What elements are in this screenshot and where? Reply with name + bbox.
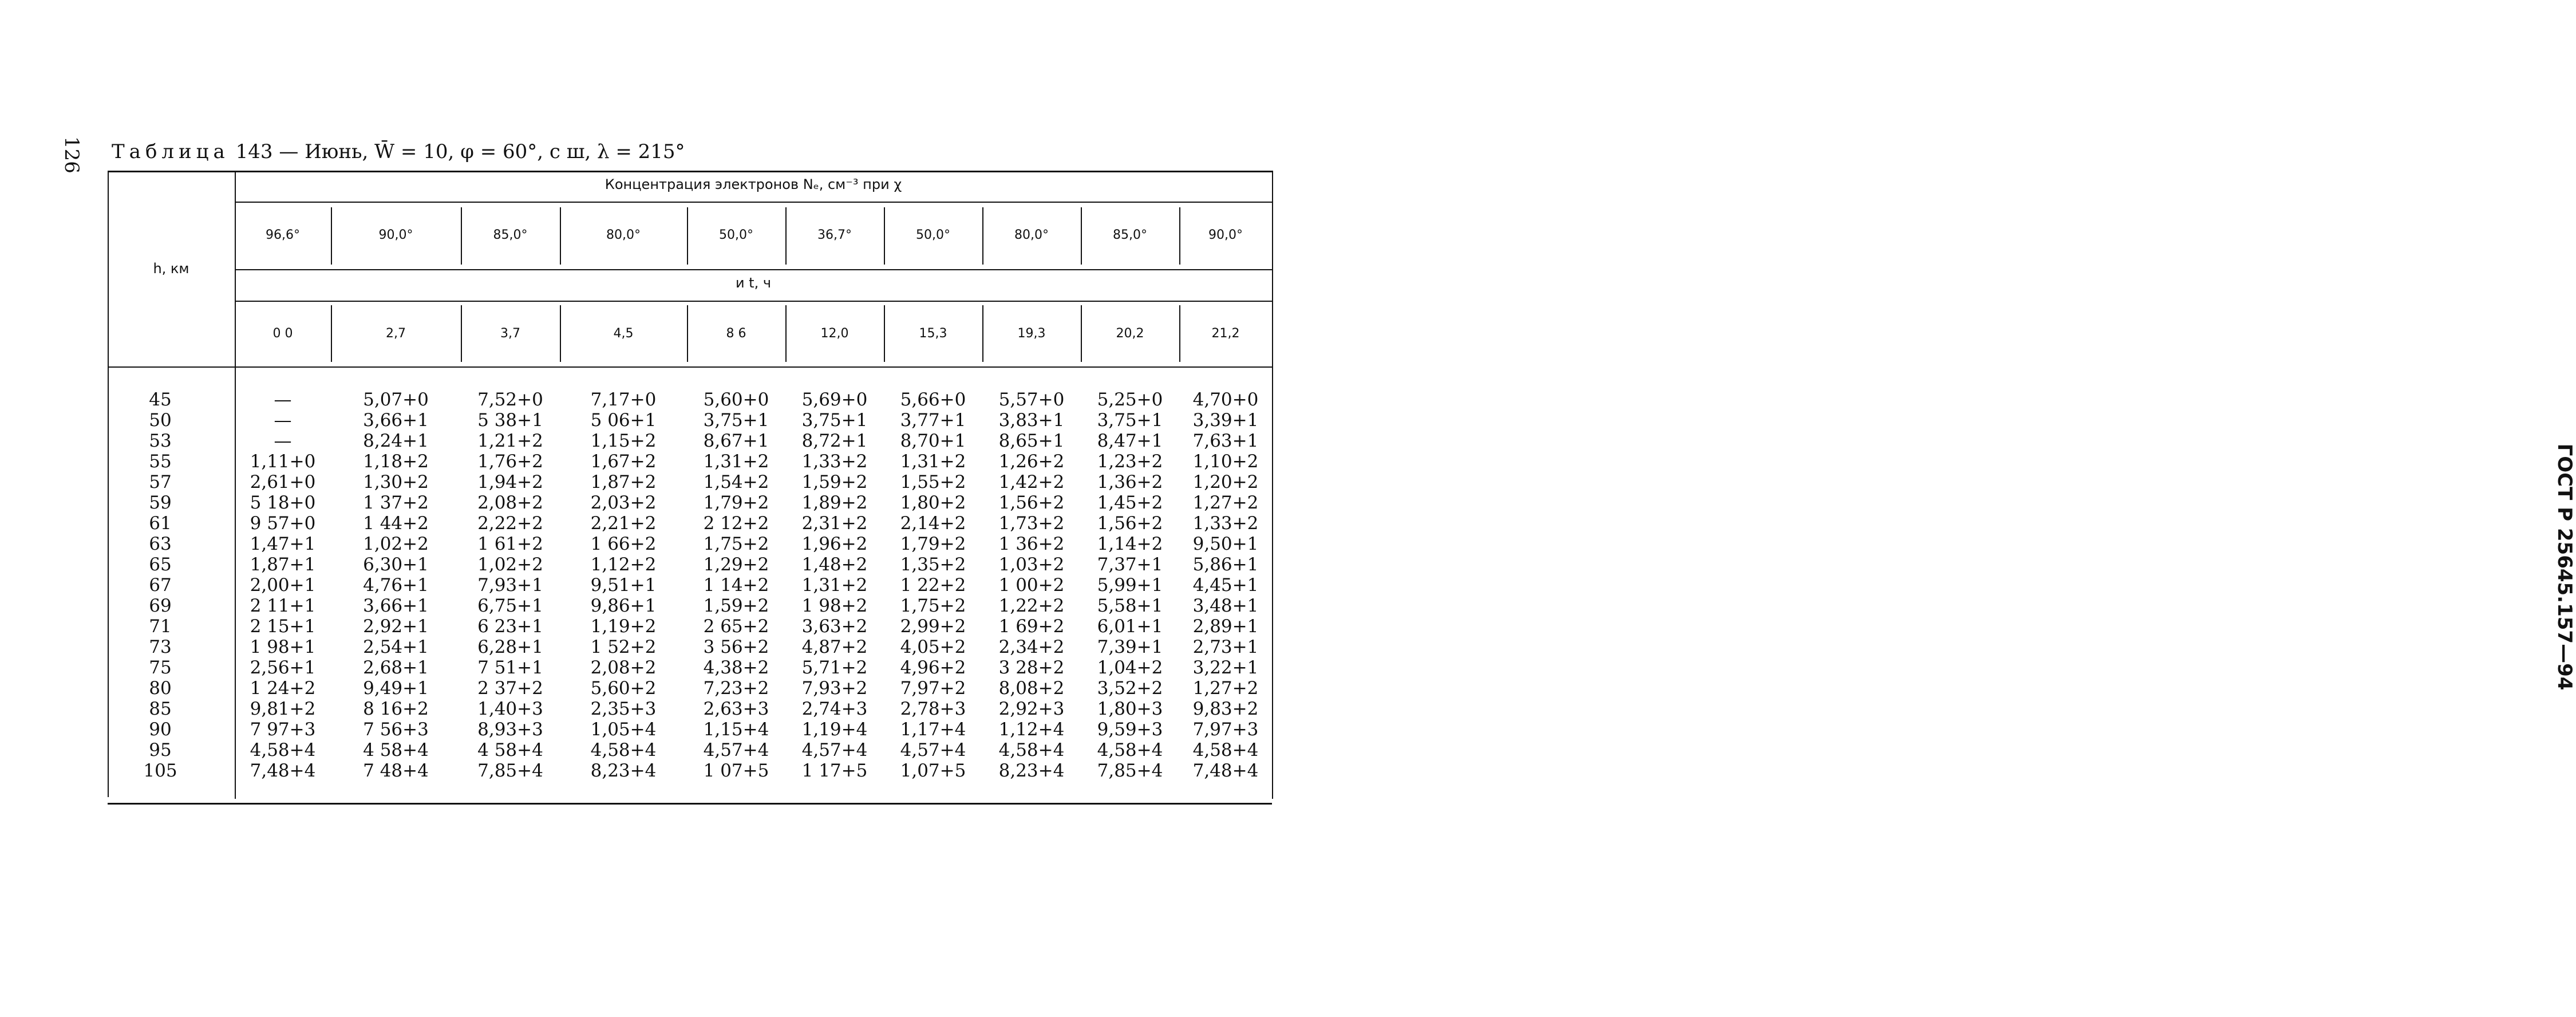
chi-column-divider	[331, 207, 332, 265]
concentration-value: 1 07+5	[703, 760, 769, 781]
chi-column-divider	[687, 207, 688, 265]
concentration-value: 1 44+2	[363, 513, 429, 534]
time-column-divider	[461, 305, 462, 362]
concentration-value: 5,99+1	[1097, 575, 1163, 596]
concentration-value: 3,77+1	[900, 410, 966, 431]
concentration-value: 3,63+2	[801, 616, 868, 637]
concentration-value: 1,47+1	[250, 534, 316, 554]
chi-value: 90,0°	[378, 228, 413, 242]
concentration-value: 3,83+1	[998, 410, 1065, 431]
concentration-value: 8,72+1	[801, 431, 868, 451]
concentration-value: 1,14+2	[1097, 534, 1163, 554]
concentration-value: 4 58+4	[477, 740, 543, 760]
concentration-value: 4,58+4	[590, 740, 657, 760]
time-column-divider	[982, 305, 983, 362]
concentration-value: 5,66+0	[900, 389, 966, 410]
concentration-value: 1,48+2	[801, 554, 868, 575]
concentration-value: 1,19+2	[590, 616, 657, 637]
concentration-value: 1,73+2	[998, 513, 1065, 534]
concentration-value: 4,57+4	[900, 740, 966, 760]
concentration-value: 1 36+2	[998, 534, 1065, 554]
concentration-value: 3,66+1	[363, 596, 429, 616]
concentration-value: 2,99+2	[900, 616, 966, 637]
concentration-value: 7,97+3	[1192, 719, 1259, 740]
concentration-value: 4,58+4	[250, 740, 316, 760]
concentration-value: 1,79+2	[703, 492, 769, 513]
concentration-value: 5,60+0	[703, 389, 769, 410]
concentration-value: 1 24+2	[250, 678, 316, 699]
concentration-value: 7,17+0	[590, 389, 657, 410]
height-value: 53	[149, 431, 172, 451]
time-value: 19,3	[1017, 326, 1046, 341]
concentration-value: 4,45+1	[1192, 575, 1259, 596]
concentration-value: 1 69+2	[998, 616, 1065, 637]
concentration-value: 1,67+2	[590, 451, 657, 472]
concentration-value: 1 37+2	[363, 492, 429, 513]
time-column-divider	[687, 305, 688, 362]
concentration-value: 6,28+1	[477, 637, 543, 657]
concentration-value: 1,42+2	[998, 472, 1065, 492]
concentration-value: 6 23+1	[477, 616, 543, 637]
concentration-value: 1 17+5	[801, 760, 868, 781]
concentration-value: 1,80+3	[1097, 699, 1163, 719]
concentration-value: 2,03+2	[590, 492, 657, 513]
concentration-value: 1 61+2	[477, 534, 543, 554]
table-title	[112, 140, 685, 163]
concentration-value: 2,35+3	[590, 699, 657, 719]
concentration-value: 3,75+1	[801, 410, 868, 431]
concentration-value: 1,33+2	[801, 451, 868, 472]
concentration-value: 1 52+2	[590, 637, 657, 657]
concentration-value: 5,69+0	[801, 389, 868, 410]
concentration-value: 8 16+2	[363, 699, 429, 719]
height-value: 45	[149, 389, 172, 410]
concentration-value: 2,08+2	[590, 657, 657, 678]
time-header: и t, ч	[735, 275, 772, 291]
chi-value: 85,0°	[493, 228, 528, 242]
height-value: 57	[149, 472, 172, 492]
concentration-value: 1,21+2	[477, 431, 543, 451]
chi-value: 96,6°	[266, 228, 300, 242]
concentration-value: 1,03+2	[998, 554, 1065, 575]
height-value: 71	[149, 616, 172, 637]
time-column-divider	[1179, 305, 1180, 362]
concentration-value: 4,96+2	[900, 657, 966, 678]
concentration-value: 9 57+0	[250, 513, 316, 534]
concentration-value: 1,33+2	[1192, 513, 1259, 534]
concentration-value: 8,70+1	[900, 431, 966, 451]
concentration-value: 1,02+2	[477, 554, 543, 575]
concentration-value: 1,11+0	[250, 451, 316, 472]
concentration-value: 2,68+1	[363, 657, 429, 678]
concentration-value: 2,22+2	[477, 513, 543, 534]
concentration-value: 1,55+2	[900, 472, 966, 492]
concentration-value: 7,63+1	[1192, 431, 1259, 451]
height-value: 67	[149, 575, 172, 596]
concentration-value: 1,59+2	[703, 596, 769, 616]
concentration-value: 8,23+4	[590, 760, 657, 781]
concentration-value: 8,67+1	[703, 431, 769, 451]
concentration-value: 9,59+3	[1097, 719, 1163, 740]
concentration-value: 3,39+1	[1192, 410, 1259, 431]
chi-column-divider	[982, 207, 983, 265]
concentration-value: 8,65+1	[998, 431, 1065, 451]
time-value: 12,0	[820, 326, 849, 341]
time-column-divider	[560, 305, 561, 362]
concentration-value: 1,12+2	[590, 554, 657, 575]
concentration-value: 4,05+2	[900, 637, 966, 657]
height-value: 69	[149, 596, 172, 616]
concentration-value: 1,89+2	[801, 492, 868, 513]
concentration-value: 4,87+2	[801, 637, 868, 657]
concentration-value: 2,92+3	[998, 699, 1065, 719]
concentration-value: 5,86+1	[1192, 554, 1259, 575]
concentration-value: 1,15+4	[703, 719, 769, 740]
concentration-value: 4,57+4	[703, 740, 769, 760]
concentration-value: 1,35+2	[900, 554, 966, 575]
concentration-value: 2,21+2	[590, 513, 657, 534]
concentration-value: 1 22+2	[900, 575, 966, 596]
concentration-value: 5,71+2	[801, 657, 868, 678]
chi-column-divider	[884, 207, 885, 265]
table-title-text: 143 — Июнь, W̄ = 10, φ = 60°, с ш, λ = 215°	[235, 140, 685, 163]
time-column-divider	[1081, 305, 1082, 362]
concentration-value: 1,31+2	[801, 575, 868, 596]
concentration-value: 1,15+2	[590, 431, 657, 451]
chi-value: 50,0°	[916, 228, 950, 242]
concentration-value: 4,70+0	[1192, 389, 1259, 410]
concentration-value: 1,40+3	[477, 699, 543, 719]
concentration-value: 1,27+2	[1192, 492, 1259, 513]
concentration-value: 2,08+2	[477, 492, 543, 513]
concentration-value: 4,58+4	[1192, 740, 1259, 760]
concentration-value: 4 58+4	[363, 740, 429, 760]
height-value: 105	[143, 760, 177, 781]
concentration-value: 1,27+2	[1192, 678, 1259, 699]
concentration-value: 1,05+4	[590, 719, 657, 740]
concentration-value: 1,04+2	[1097, 657, 1163, 678]
concentration-value: 2,73+1	[1192, 637, 1259, 657]
concentration-value: 4,58+4	[998, 740, 1065, 760]
concentration-value: 4,38+2	[703, 657, 769, 678]
time-column-divider	[331, 305, 332, 362]
concentration-value: 9,86+1	[590, 596, 657, 616]
concentration-value: 8,24+1	[363, 431, 429, 451]
concentration-value: 5,07+0	[363, 389, 429, 410]
concentration-value: 1 00+2	[998, 575, 1065, 596]
concentration-value: 1,87+1	[250, 554, 316, 575]
concentration-value: 1 98+2	[801, 596, 868, 616]
concentration-value: 3,66+1	[363, 410, 429, 431]
chi-value: 90,0°	[1208, 228, 1243, 242]
concentration-value: 1,31+2	[703, 451, 769, 472]
concentration-value: 3 56+2	[703, 637, 769, 657]
height-value: 59	[149, 492, 172, 513]
concentration-value: 3 28+2	[998, 657, 1065, 678]
concentration-value: 1,19+4	[801, 719, 868, 740]
time-value: 4,5	[613, 326, 634, 341]
concentration-value: 7,23+2	[703, 678, 769, 699]
table-right-rule	[1272, 171, 1273, 799]
concentration-value: 1,87+2	[590, 472, 657, 492]
chi-column-divider	[461, 207, 462, 265]
concentration-value: 7 56+3	[363, 719, 429, 740]
concentration-value: 7,39+1	[1097, 637, 1163, 657]
height-value: 75	[149, 657, 172, 678]
concentration-value: 2,61+0	[250, 472, 316, 492]
concentration-value: 8,08+2	[998, 678, 1065, 699]
height-value: 63	[149, 534, 172, 554]
height-value: 55	[149, 451, 172, 472]
concentration-header: Концентрация электронов Nₑ, см⁻³ при χ	[605, 176, 902, 192]
chi-column-divider	[1081, 207, 1082, 265]
concentration-value: 2,89+1	[1192, 616, 1259, 637]
concentration-value: 6,75+1	[477, 596, 543, 616]
concentration-value: 5,25+0	[1097, 389, 1163, 410]
chi-column-divider	[560, 207, 561, 265]
height-value: 50	[149, 410, 172, 431]
chi-value: 80,0°	[606, 228, 641, 242]
table-bottom-rule	[108, 803, 1272, 805]
concentration-value: 2 65+2	[703, 616, 769, 637]
concentration-value: 7,48+4	[1192, 760, 1259, 781]
concentration-value: 9,50+1	[1192, 534, 1259, 554]
concentration-value: 8,47+1	[1097, 431, 1163, 451]
concentration-value: 8,23+4	[998, 760, 1065, 781]
height-value: 65	[149, 554, 172, 575]
t-label-rule	[235, 301, 1272, 302]
concentration-value: 1,80+2	[900, 492, 966, 513]
time-value: 21,2	[1211, 326, 1240, 341]
concentration-value: 1,10+2	[1192, 451, 1259, 472]
concentration-value: 3,48+1	[1192, 596, 1259, 616]
concentration-value: —	[274, 389, 292, 410]
concentration-value: 1 98+1	[250, 637, 316, 657]
height-value: 61	[149, 513, 172, 534]
concentration-value: 1,54+2	[703, 472, 769, 492]
concentration-value: 2,92+1	[363, 616, 429, 637]
concentration-value: 1 14+2	[703, 575, 769, 596]
concentration-value: —	[274, 410, 292, 431]
chi-row-rule	[235, 269, 1272, 270]
concentration-value: 8,93+3	[477, 719, 543, 740]
concentration-value: 7 48+4	[363, 760, 429, 781]
concentration-value: 1,07+5	[900, 760, 966, 781]
concentration-value: 7,93+2	[801, 678, 868, 699]
chi-value: 36,7°	[817, 228, 852, 242]
concentration-value: 4,58+4	[1097, 740, 1163, 760]
standard-code: ГОСТ Р 25645.157—94	[2553, 443, 2576, 691]
concentration-value: 9,51+1	[590, 575, 657, 596]
concentration-value: 1,30+2	[363, 472, 429, 492]
height-value: 95	[149, 740, 172, 760]
concentration-value: 1,18+2	[363, 451, 429, 472]
time-value: 2,7	[386, 326, 406, 341]
concentration-value: —	[274, 431, 292, 451]
height-value: 73	[149, 637, 172, 657]
concentration-value: 7,97+2	[900, 678, 966, 699]
concentration-value: 1,31+2	[900, 451, 966, 472]
concentration-value: 2 37+2	[477, 678, 543, 699]
concentration-value: 1,75+2	[703, 534, 769, 554]
concentration-value: 1,12+4	[998, 719, 1065, 740]
time-value: 3,7	[500, 326, 520, 341]
concentration-value: 5 06+1	[590, 410, 657, 431]
concentration-value: 2,74+3	[801, 699, 868, 719]
concentration-value: 1,76+2	[477, 451, 543, 472]
concentration-value: 1,45+2	[1097, 492, 1163, 513]
concentration-value: 9,81+2	[250, 699, 316, 719]
concentration-value: 2 12+2	[703, 513, 769, 534]
concentration-value: 4,76+1	[363, 575, 429, 596]
concentration-value: 2,00+1	[250, 575, 316, 596]
concentration-value: 7,37+1	[1097, 554, 1163, 575]
concentration-value: 2 15+1	[250, 616, 316, 637]
chi-value: 50,0°	[719, 228, 753, 242]
concentration-value: 1,79+2	[900, 534, 966, 554]
concentration-value: 1,94+2	[477, 472, 543, 492]
concentration-value: 1,23+2	[1097, 451, 1163, 472]
concentration-value: 1,56+2	[1097, 513, 1163, 534]
height-value: 85	[149, 699, 172, 719]
concentration-value: 2,34+2	[998, 637, 1065, 657]
concentration-value: 7,93+1	[477, 575, 543, 596]
concentration-value: 1 66+2	[590, 534, 657, 554]
concentration-value: 2 11+1	[250, 596, 316, 616]
concentration-value: 5,57+0	[998, 389, 1065, 410]
concentration-value: 5 18+0	[250, 492, 316, 513]
height-value: 80	[149, 678, 172, 699]
time-value: 0 0	[272, 326, 293, 341]
concentration-value: 7,85+4	[1097, 760, 1163, 781]
time-value: 15,3	[919, 326, 947, 341]
time-value: 8 6	[726, 326, 746, 341]
concentration-value: 2,54+1	[363, 637, 429, 657]
height-column-header: h, км	[153, 261, 189, 277]
concentration-value: 2,56+1	[250, 657, 316, 678]
concentration-value: 3,52+2	[1097, 678, 1163, 699]
concentration-value: 1,29+2	[703, 554, 769, 575]
time-column-divider	[884, 305, 885, 362]
concentration-value: 4,57+4	[801, 740, 868, 760]
concentration-value: 1,20+2	[1192, 472, 1259, 492]
concentration-value: 7,52+0	[477, 389, 543, 410]
concentration-value: 9,83+2	[1192, 699, 1259, 719]
concentration-value: 7 97+3	[250, 719, 316, 740]
chi-value: 85,0°	[1113, 228, 1147, 242]
concentration-value: 1,56+2	[998, 492, 1065, 513]
concentration-value: 1,59+2	[801, 472, 868, 492]
concentration-value: 7,48+4	[250, 760, 316, 781]
chi-value: 80,0°	[1014, 228, 1049, 242]
concentration-value: 9,49+1	[363, 678, 429, 699]
concentration-value: 1,22+2	[998, 596, 1065, 616]
concentration-value: 1,36+2	[1097, 472, 1163, 492]
time-column-divider	[785, 305, 787, 362]
table-title-prefix: Таблица	[112, 140, 230, 163]
concentration-value: 1,26+2	[998, 451, 1065, 472]
concentration-value: 7 51+1	[477, 657, 543, 678]
time-value: 20,2	[1116, 326, 1144, 341]
header-bottom-rule	[108, 366, 1272, 368]
table-left-rule	[108, 171, 109, 797]
page-number: 126	[60, 136, 83, 174]
concentration-value: 1,96+2	[801, 534, 868, 554]
chi-column-divider	[1179, 207, 1180, 265]
concentration-value: 3,75+1	[703, 410, 769, 431]
table-top-rule	[108, 171, 1272, 172]
concentration-value: 6,01+1	[1097, 616, 1163, 637]
concentration-value: 1,17+4	[900, 719, 966, 740]
concentration-value: 6,30+1	[363, 554, 429, 575]
concentration-value: 7,85+4	[477, 760, 543, 781]
height-value: 90	[149, 719, 172, 740]
concentration-value: 2,63+3	[703, 699, 769, 719]
concentration-value: 5,60+2	[590, 678, 657, 699]
concentration-value: 5 38+1	[477, 410, 543, 431]
concentration-value: 1,75+2	[900, 596, 966, 616]
concentration-value: 3,75+1	[1097, 410, 1163, 431]
concentration-value: 2,31+2	[801, 513, 868, 534]
concentration-value: 3,22+1	[1192, 657, 1259, 678]
concentration-value: 2,78+3	[900, 699, 966, 719]
concentration-value: 2,14+2	[900, 513, 966, 534]
concentration-header-rule	[235, 202, 1272, 203]
concentration-value: 5,58+1	[1097, 596, 1163, 616]
concentration-value: 1,02+2	[363, 534, 429, 554]
chi-column-divider	[785, 207, 787, 265]
